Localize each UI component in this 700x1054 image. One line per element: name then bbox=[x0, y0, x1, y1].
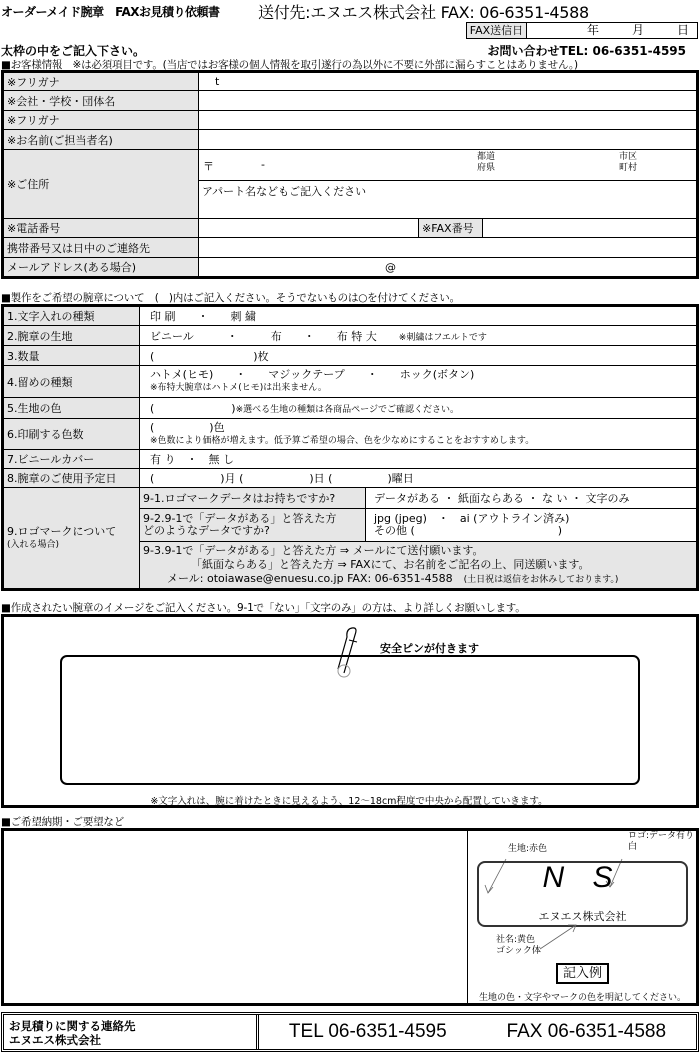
phone-input[interactable] bbox=[199, 219, 419, 238]
row-print-colors bbox=[3, 419, 698, 450]
fabric-color-value[interactable]: ( ) bbox=[150, 402, 236, 415]
contact-tel: TEL 06-6351-4595 bbox=[288, 1021, 447, 1042]
logo-sublabel: (入れる場合) bbox=[7, 539, 60, 550]
vinyl-cover-options[interactable]: 有 り ・ 無 し bbox=[140, 450, 698, 469]
fax-date-label: FAX送信日 bbox=[467, 23, 527, 38]
fabric-options[interactable] bbox=[140, 326, 698, 346]
contact-line1: お見積りに関する連絡先 bbox=[9, 1019, 136, 1033]
logo-q2 bbox=[140, 509, 366, 542]
requests-section-title: ■ご希望納期・ご要望など bbox=[1, 816, 125, 828]
customer-table bbox=[1, 70, 699, 279]
label-email: メールアドレス(ある場合) bbox=[3, 258, 199, 278]
label-use-date: 8.腕章のご使用予定日 bbox=[3, 469, 140, 488]
fill-note: 太枠の中をご記入下さい。 bbox=[1, 44, 146, 58]
furigana-input[interactable]: t bbox=[199, 72, 698, 91]
logo-a1-options[interactable]: データがある ・ 紙面ならある ・ な い ・ 文字のみ bbox=[366, 488, 698, 509]
sample-name-line1: 社名:黄色 bbox=[496, 935, 536, 945]
inquiry-tel: お問い合わせTEL: 06-6351-4595 bbox=[487, 44, 686, 58]
row-use-date bbox=[3, 469, 698, 488]
fax-date-field[interactable] bbox=[466, 22, 698, 39]
row-vinyl-cover bbox=[3, 450, 698, 469]
email-input[interactable]: @ bbox=[199, 258, 698, 278]
logo-a2-options[interactable] bbox=[366, 509, 698, 542]
contact-numbers bbox=[259, 1015, 696, 1049]
sample-logo-line1: ロゴ:データ有り bbox=[628, 831, 695, 841]
use-date-input[interactable]: ( )月 ( )日 ( )曜日 bbox=[140, 469, 698, 488]
print-colors-value[interactable]: ( )色 bbox=[150, 420, 225, 434]
row-mobile bbox=[3, 238, 698, 258]
sample-logo-line2: 白 bbox=[628, 842, 638, 852]
address-line1-input[interactable] bbox=[199, 150, 698, 181]
row-phone-fax bbox=[3, 219, 698, 238]
label-quantity: 3.数量 bbox=[3, 346, 140, 366]
quantity-input[interactable]: ( )枚 bbox=[140, 346, 698, 366]
label-fabric-color: 5.生地の色 bbox=[3, 398, 140, 419]
contact-label bbox=[4, 1015, 259, 1049]
label-lettering-type: 1.文字入れの種類 bbox=[3, 306, 140, 326]
sample-badge: 記入例 bbox=[556, 963, 609, 984]
fastener-note: ※布特大腕章はハトメ(ヒモ)は出来ません。 bbox=[150, 383, 327, 393]
logo-q2-line1: 9-2.9-1で「データがある」と答えた方 bbox=[143, 512, 337, 525]
pref-line1: 都道 bbox=[477, 152, 496, 162]
fax-input[interactable] bbox=[483, 219, 698, 238]
label-phone: ※電話番号 bbox=[3, 219, 199, 238]
safety-pin-icon bbox=[335, 625, 365, 680]
label-print-colors: 6.印刷する色数 bbox=[3, 419, 140, 450]
print-colors-input[interactable] bbox=[140, 419, 698, 450]
row-name bbox=[3, 130, 698, 150]
month-label: 月 bbox=[631, 23, 644, 37]
furigana-2-input[interactable] bbox=[199, 111, 698, 130]
city-line1: 市区 bbox=[619, 152, 638, 162]
label-furigana: ※フリガナ bbox=[3, 72, 199, 91]
sample-footer: 生地の色・文字やマークの色を明記してください。 bbox=[478, 993, 686, 1003]
pin-label: 安全ピンが付きます bbox=[380, 642, 479, 655]
row-company bbox=[3, 91, 698, 111]
sample-fabric-note: 生地:赤色 bbox=[508, 844, 548, 854]
postal-dash: - bbox=[261, 158, 265, 171]
label-fax: ※FAX番号 bbox=[419, 219, 483, 238]
label-logo bbox=[3, 488, 140, 590]
lettering-type-options[interactable]: 印 刷 ・ 刺 繍 bbox=[140, 306, 698, 326]
row-lettering-type bbox=[3, 306, 698, 326]
contact-fax: FAX 06-6351-4588 bbox=[506, 1021, 667, 1042]
postal-mark: 〒 bbox=[203, 160, 214, 173]
logo-q3-line1: 9-3.9-1で「データがある」と答えた方 ⇒ メールにて送付願います。 bbox=[143, 543, 484, 557]
label-furigana-2: ※フリガナ bbox=[3, 111, 199, 130]
image-section-title: ■作成されたい腕章のイメージをご記入ください。9-1で「ない」「文字のみ」の方は、より詳しくお願いします。 bbox=[1, 602, 526, 614]
document-title: オーダーメイド腕章 FAXお見積り依頼書 bbox=[1, 5, 220, 19]
logo-q3-note: (土日祝は返信をお休みしております。) bbox=[463, 574, 619, 585]
row-furigana-2 bbox=[3, 111, 698, 130]
sample-letters: N S bbox=[542, 861, 623, 894]
label-mobile: 携帯番号又は日中のご連絡先 bbox=[3, 238, 199, 258]
row-address bbox=[3, 150, 698, 181]
label-fabric: 2.腕章の生地 bbox=[3, 326, 140, 346]
label-name: ※お名前(ご担当者名) bbox=[3, 130, 199, 150]
company-input[interactable] bbox=[199, 91, 698, 111]
customer-section-title: ■お客様情報 ※は必須項目です。(当店ではお客様の個人情報を取引遂行の為以外に不要に外部に漏らすことはありません。) bbox=[1, 59, 578, 71]
logo-a2-line2[interactable]: その他 ( ) bbox=[374, 524, 563, 537]
name-input[interactable] bbox=[199, 130, 698, 150]
row-email bbox=[3, 258, 698, 278]
row-fabric-color bbox=[3, 398, 698, 419]
row-furigana bbox=[3, 72, 698, 91]
contact-line2: エヌエス株式会社 bbox=[9, 1033, 101, 1047]
contact-footer bbox=[1, 1012, 699, 1052]
sample-arrow-2 bbox=[538, 923, 588, 953]
logo-q1: 9-1.ロゴマークデータはお持ちですか? bbox=[140, 488, 366, 509]
row-logo-q1 bbox=[3, 488, 698, 509]
fastener-options[interactable] bbox=[140, 366, 698, 398]
label-vinyl-cover: 7.ビニールカバー bbox=[3, 450, 140, 469]
row-quantity bbox=[3, 346, 698, 366]
send-to: 送付先:エヌエス株式会社 FAX: 06-6351-4588 bbox=[258, 3, 589, 22]
mobile-input[interactable] bbox=[199, 238, 698, 258]
sample-name-note bbox=[496, 935, 541, 957]
city-label bbox=[619, 152, 637, 174]
fabric-color-input[interactable] bbox=[140, 398, 698, 419]
logo-q3-contact: メール: otoiawase@enuesu.co.jp FAX: 06-6351-4588 bbox=[167, 571, 453, 585]
sample-example bbox=[467, 831, 696, 1003]
logo-q2-line2: どのようなデータですか? bbox=[143, 524, 270, 537]
sample-name-line2: ゴシック体 bbox=[496, 946, 541, 956]
fabric-note: ※刺繍はフエルトです bbox=[398, 332, 487, 343]
day-label: 日 bbox=[676, 23, 689, 37]
address-line2-input[interactable]: アパート名などもご記入ください bbox=[199, 181, 698, 219]
sample-company: エヌエス株式会社 bbox=[538, 910, 627, 923]
fabric-choices[interactable]: ビニール ・ 布 ・ 布 特 大 bbox=[150, 329, 377, 343]
year-label: 年 bbox=[587, 23, 600, 37]
order-section-title: ■製作をご希望の腕章について ( )内はご記入ください。そうでないものは○を付けてください。 bbox=[1, 292, 460, 304]
pref-line2: 府県 bbox=[477, 163, 496, 173]
label-fastener: 4.留めの種類 bbox=[3, 366, 140, 398]
label-company: ※会社・学校・団体名 bbox=[3, 91, 199, 111]
order-table bbox=[1, 304, 699, 591]
print-colors-note: ※色数により価格が増えます。低予算ご希望の場合、色を少なめにすることをおすすめします。 bbox=[150, 435, 535, 446]
logo-a2-line1[interactable]: jpg (jpeg) ・ ai (アウトライン済み) bbox=[374, 512, 570, 525]
city-line2: 町村 bbox=[619, 163, 638, 173]
fastener-choices[interactable]: ハトメ(ヒモ) ・ マジックテープ ・ ホック(ボタン) bbox=[150, 368, 475, 381]
prefecture-label bbox=[477, 152, 495, 174]
logo-label: 9.ロゴマークについて bbox=[7, 524, 117, 538]
row-fabric bbox=[3, 326, 698, 346]
logo-q3 bbox=[140, 542, 698, 590]
fabric-color-note: ※選べる生地の種類は各商品ページでご確認ください。 bbox=[235, 405, 459, 415]
logo-q3-line2: 「紙面ならある」と答えた方 ⇒ FAXにて、お名前をご記名の上、同送願います。 bbox=[191, 557, 590, 571]
lettering-note: ※文字入れは、腕に着けたときに見えるよう、12〜18cm程度で中央から配置していきます。 bbox=[150, 796, 548, 807]
label-address: ※ご住所 bbox=[3, 150, 199, 219]
row-fastener bbox=[3, 366, 698, 398]
